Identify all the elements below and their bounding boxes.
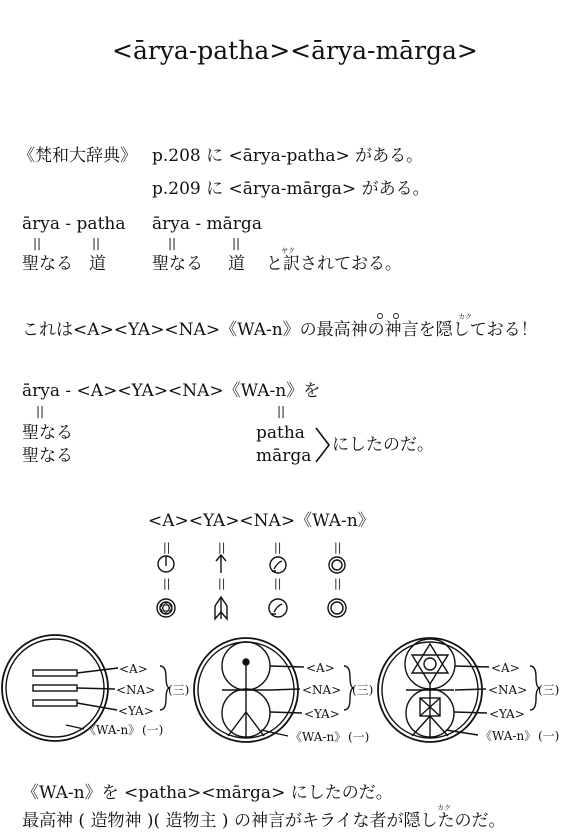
label-ya: <YA> <box>489 707 525 721</box>
symbols-header: <A><YA><NA>《WA-n》 <box>148 511 375 531</box>
translation-note: と訳されておる。 <box>266 254 402 274</box>
symbol-column-ya <box>215 541 227 619</box>
equals-mark: || <box>168 236 177 250</box>
closing-line-1: 《WA-n》を <patha><mārga> にしたのだ。 <box>22 783 393 803</box>
equals-mark: || <box>36 404 45 418</box>
label-one: (一) <box>348 730 370 744</box>
svg-text:||: || <box>163 541 171 554</box>
human-circle <box>194 638 354 742</box>
hidden-divine-word-line: これは<A><YA><NA>《WA-n》の最高神の神言を隠しておる！ <box>22 320 538 340</box>
svg-text:||: || <box>334 577 342 590</box>
symbol-column-na <box>269 541 287 617</box>
label-one: (一) <box>142 723 164 737</box>
ruby-kaku: カク <box>458 313 472 321</box>
svg-text:||: || <box>274 541 282 554</box>
meaning-holy: 聖なる <box>152 254 203 274</box>
meaning-path: 道 <box>89 254 106 274</box>
equals-mark: || <box>232 236 241 250</box>
label-three: (三) <box>168 683 190 697</box>
dictionary-name: 《梵和大辞典》 <box>18 146 137 166</box>
label-a: <A> <box>306 661 335 675</box>
svg-text:||: || <box>163 577 171 590</box>
symbol-column-wan <box>328 541 346 617</box>
label-three: (三) <box>538 683 560 697</box>
term-arya-marga: ārya - mārga <box>152 214 262 234</box>
equals-mark: || <box>277 404 286 418</box>
equation-result: にしたのだ。 <box>332 435 434 455</box>
term-arya-patha: ārya - patha <box>22 214 126 234</box>
patha-word: patha <box>256 423 305 443</box>
holy-label-1: 聖なる <box>22 423 73 443</box>
label-ya: <YA> <box>304 707 340 721</box>
holy-label-2: 聖なる <box>22 446 73 466</box>
label-one: (一) <box>538 729 560 743</box>
svg-text:||: || <box>218 541 226 554</box>
brace-arrow <box>316 428 329 462</box>
label-wan: 《WA-n》 <box>480 729 537 743</box>
label-na: <NA> <box>302 683 342 697</box>
page-title: <ārya-patha><ārya-mārga> <box>112 36 478 65</box>
svg-text:||: || <box>334 541 342 554</box>
label-a: <A> <box>491 661 520 675</box>
dictionary-entry-p209: p.209 に <ārya-mārga> がある。 <box>152 179 430 199</box>
meaning-holy: 聖なる <box>22 254 73 274</box>
equals-mark: || <box>92 236 101 250</box>
ruby-kaku: カク <box>437 804 451 812</box>
label-ya: <YA> <box>118 704 154 718</box>
label-wan: 《WA-n》 <box>84 723 141 737</box>
svg-text:||: || <box>218 577 226 590</box>
label-three: (三) <box>352 683 374 697</box>
equals-mark: || <box>33 236 42 250</box>
closing-line-2: 最高神 ( 造物神 )( 造物主 ) の神言がキライな者が隠したのだ。 <box>22 811 506 831</box>
label-na: <NA> <box>488 683 528 697</box>
label-na: <NA> <box>116 683 156 697</box>
ruby-yaku: ヤク <box>281 247 295 255</box>
marga-word: mārga <box>256 446 312 466</box>
label-wan: 《WA-n》 <box>290 730 347 744</box>
small-ruby-circles <box>378 314 399 319</box>
svg-text:||: || <box>274 577 282 590</box>
three-bars-circle <box>2 635 170 741</box>
symbol-column-a <box>157 541 175 617</box>
equation-lhs: ārya - <A><YA><NA>《WA-n》を <box>22 381 321 401</box>
label-a: <A> <box>119 662 148 676</box>
dictionary-entry-p208: p.208 に <ārya-patha> がある。 <box>152 146 424 166</box>
hexagram-circle <box>378 638 540 742</box>
meaning-path: 道 <box>228 254 245 274</box>
